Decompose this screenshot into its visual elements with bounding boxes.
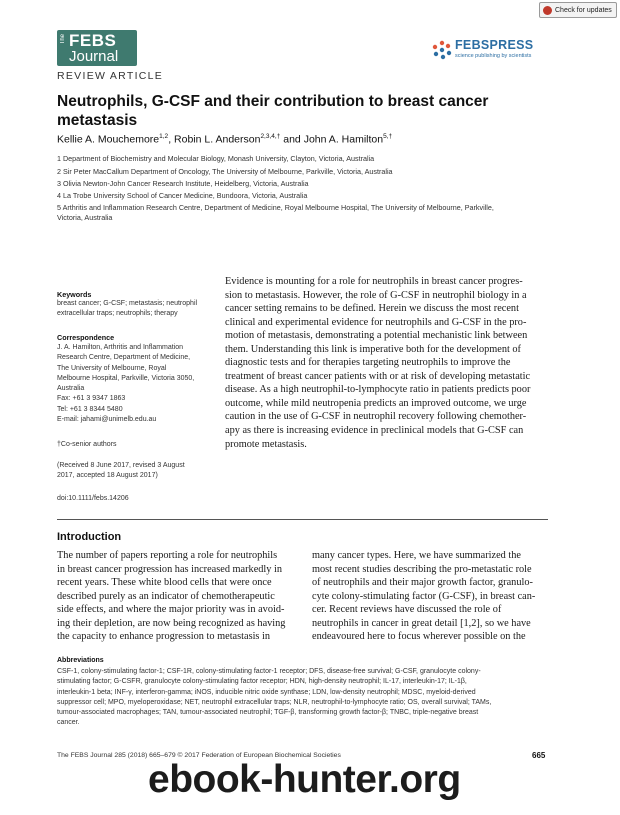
body-line: cyte colony-stimulating factor (G-CSF), in breast can- xyxy=(312,590,536,602)
check-for-updates-label: Check for updates xyxy=(555,6,612,14)
body-line: most recent studies describing the pro-metastatic role xyxy=(312,563,532,575)
abbreviations-heading: Abbreviations xyxy=(57,657,104,664)
logo-journal: Journal xyxy=(69,48,119,65)
abstract-line: motion of metastasis, demonstrating a potential mechanistic link between xyxy=(225,330,528,342)
doi-link[interactable]: doi:10.1111/febs.14206 xyxy=(57,495,129,502)
body-line: cer. Recent reviews have discussed the role of xyxy=(312,604,502,616)
body-line: endeavoured here to focus wherever possible on the xyxy=(312,631,526,643)
correspondence-line: J. A. Hamilton, Arthritis and Inflammation xyxy=(57,344,184,351)
logo-febs: FEBS xyxy=(69,31,117,50)
abbreviations-list xyxy=(57,667,548,729)
abstract-line: sion to metastasis. However, the role of G-CSF in neutrophil biology in a xyxy=(225,289,527,301)
body-line: described purely as an indicator of chemotherapeutic xyxy=(57,590,275,602)
abbreviations-line: CSF-1, colony-stimulating factor-1; CSF-1R, colony-stimulating factor-1 receptor; DFS, disease-free survival; G-CSF, granulocyte colony- xyxy=(57,668,481,675)
fax-number: Fax: +61 3 9347 1863 xyxy=(57,395,126,403)
abbreviations-line: suppressor cell; MPO, myeloperoxidase; NET, neutrophil extracellular traps; NLR, neutrophil-to-lymphocyte ratio; OS, overall survival; TAMs, xyxy=(57,698,492,706)
author-affiliation-marker: 1,2 xyxy=(159,133,169,140)
keywords-line: breast cancer; G-CSF; metastasis; neutrophil xyxy=(57,300,198,307)
author-affiliation-marker: 2,3,4,† xyxy=(260,133,281,140)
abbreviations-line: cancer. xyxy=(57,719,80,727)
body-line: of neutrophils and their major growth factor, granulo- xyxy=(312,577,533,589)
check-for-updates-button[interactable] xyxy=(539,2,617,18)
body-line: recent years. These white blood cells that were once xyxy=(57,577,272,589)
introduction-column-2 xyxy=(312,549,548,644)
abstract-line: outcome, while mild neutropenia predicts an improved outcome, we urge xyxy=(225,397,527,409)
affiliation: 5 Arthritis and Inflammation Research Centre, Department of Medicine, Royal Melbourne Hospital, The University of Melbourne, Parkville, xyxy=(57,203,494,212)
abstract-line: them. Understanding this link is imperative both for the development of xyxy=(225,343,521,355)
author-affiliation-marker: 5,† xyxy=(383,133,393,140)
abstract-line: diagnostic tests and for therapies targeting neutrophils to improve the xyxy=(225,357,511,369)
abstract-line: disease. As a high neutrophil-to-lymphocyte ratio in patients predicts poor xyxy=(225,384,531,396)
abbreviations-line: interleukin-1 beta; INF-γ, interferon-gamma; iNOS, inducible nitric oxide synthase; LDN, low-density neutrophil; MDSC, myeloid-derived xyxy=(57,688,476,696)
received-line: 2017, accepted 18 August 2017) xyxy=(57,472,158,480)
tel-number: Tel: +61 3 8344 5480 xyxy=(57,405,123,413)
correspondence-line: Melbourne Hospital, Parkville, Victoria 3050, xyxy=(57,374,195,382)
page-footer: The FEBS Journal 285 (2018) 665–679 © 2017 Federation of European Biochemical Societies xyxy=(57,752,341,759)
body-line: side effects, and where the major priority was in avoid- xyxy=(57,604,285,616)
received-dates xyxy=(57,461,217,482)
abstract-line: cancer setting remains to be defined. Herein we discuss the most recent xyxy=(225,303,519,315)
keywords-heading: Keywords xyxy=(57,290,92,299)
body-line: ing their depletion, are now being recognized as having xyxy=(57,617,286,629)
author-name: John A. Hamilton xyxy=(303,133,384,146)
correspondence-heading: Correspondence xyxy=(57,333,115,342)
correspondence-line: Research Centre, Department of Medicine, xyxy=(57,354,191,362)
correspondence-block xyxy=(57,343,217,425)
email-link[interactable]: E-mail: jahami@unimelb.edu.au xyxy=(57,416,157,424)
body-line: The number of papers reporting a role for neutrophils xyxy=(57,550,278,561)
author-conjunction: and xyxy=(283,133,301,146)
abstract xyxy=(225,275,550,451)
watermark: ebook-hunter.org xyxy=(148,758,461,801)
affiliation: Victoria, Australia xyxy=(57,213,113,222)
abstract-line: apy as there is increasing evidence in preclinical models that G-CSF can xyxy=(225,425,524,437)
author-name: Kellie A. Mouchemore xyxy=(57,133,160,146)
correspondence-line: Australia xyxy=(57,385,85,393)
febs-press-tagline: science publishing by scientists xyxy=(455,53,532,59)
title-line: metastasis xyxy=(57,112,138,129)
febs-press-name: FEBSPRESS xyxy=(455,38,534,52)
logo-the: The xyxy=(60,34,66,45)
correspondence-line: The University of Melbourne, Royal xyxy=(57,364,167,372)
abbreviations-line: tumour-associated macrophages; TAN, tumour-associated neutrophil; TGF-β, transforming growth factor-β; TNBC, triple-negative breast xyxy=(57,709,479,717)
body-line: many cancer types. Here, we have summarized the xyxy=(312,550,521,561)
abbreviations-line: stimulating factor; G-CSFR, granulocyte colony-stimulating factor receptor; HDN, high-density neutrophil; IL-17, interleukin-17; IL-1β, xyxy=(57,678,467,686)
author-list xyxy=(57,133,392,146)
abstract-line: Evidence is mounting for a role for neutrophils in breast cancer progres- xyxy=(225,276,523,287)
body-line: in breast cancer progression has increased markedly in xyxy=(57,563,283,575)
febs-press-logo xyxy=(432,38,542,62)
abstract-line: treatment of breast cancer patients with or at risk of developing metastatic xyxy=(225,370,531,382)
febs-journal-logo xyxy=(57,30,137,66)
update-icon xyxy=(543,6,552,15)
article-title xyxy=(57,92,557,130)
affiliation: 1 Department of Biochemistry and Molecular Biology, Monash University, Clayton, Victoria, Australia xyxy=(57,154,375,163)
page-number: 665 xyxy=(532,751,546,760)
article-type: REVIEW ARTICLE xyxy=(57,70,164,82)
keywords-list xyxy=(57,299,217,320)
co-senior-note: †Co-senior authors xyxy=(57,441,117,448)
abstract-line: promote metastasis. xyxy=(225,438,307,450)
introduction-column-1 xyxy=(57,549,293,644)
keywords-line: extracellular traps; neutrophils; therapy xyxy=(57,310,178,318)
body-line: the capacity to enhance progression to metastasis in xyxy=(57,631,271,643)
received-line: (Received 8 June 2017, revised 3 August xyxy=(57,462,185,469)
abstract-line: caution in the use of G-CSF in neutrophil recovery following chemother- xyxy=(225,411,527,423)
febs-press-dots-icon xyxy=(432,40,452,60)
affiliation: 4 La Trobe University School of Cancer Medicine, Bundoora, Victoria, Australia xyxy=(57,191,308,200)
title-line: Neutrophils, G-CSF and their contribution to breast cancer xyxy=(57,93,489,110)
author-separator: , xyxy=(168,133,172,146)
affiliation: 3 Olivia Newton-John Cancer Research Institute, Heidelberg, Victoria, Australia xyxy=(57,179,309,188)
author-name: Robin L. Anderson xyxy=(174,133,261,146)
introduction-heading: Introduction xyxy=(57,531,122,543)
affiliation: 2 Sir Peter MacCallum Department of Oncology, The University of Melbourne, Parkville, Victoria, Australia xyxy=(57,167,393,176)
abstract-line: clinical and experimental evidence for neutrophils and G-CSF in the pro- xyxy=(225,316,527,328)
section-divider xyxy=(57,519,548,520)
body-line: neutrophils in cancer in great detail [1,2], so we have xyxy=(312,617,531,629)
